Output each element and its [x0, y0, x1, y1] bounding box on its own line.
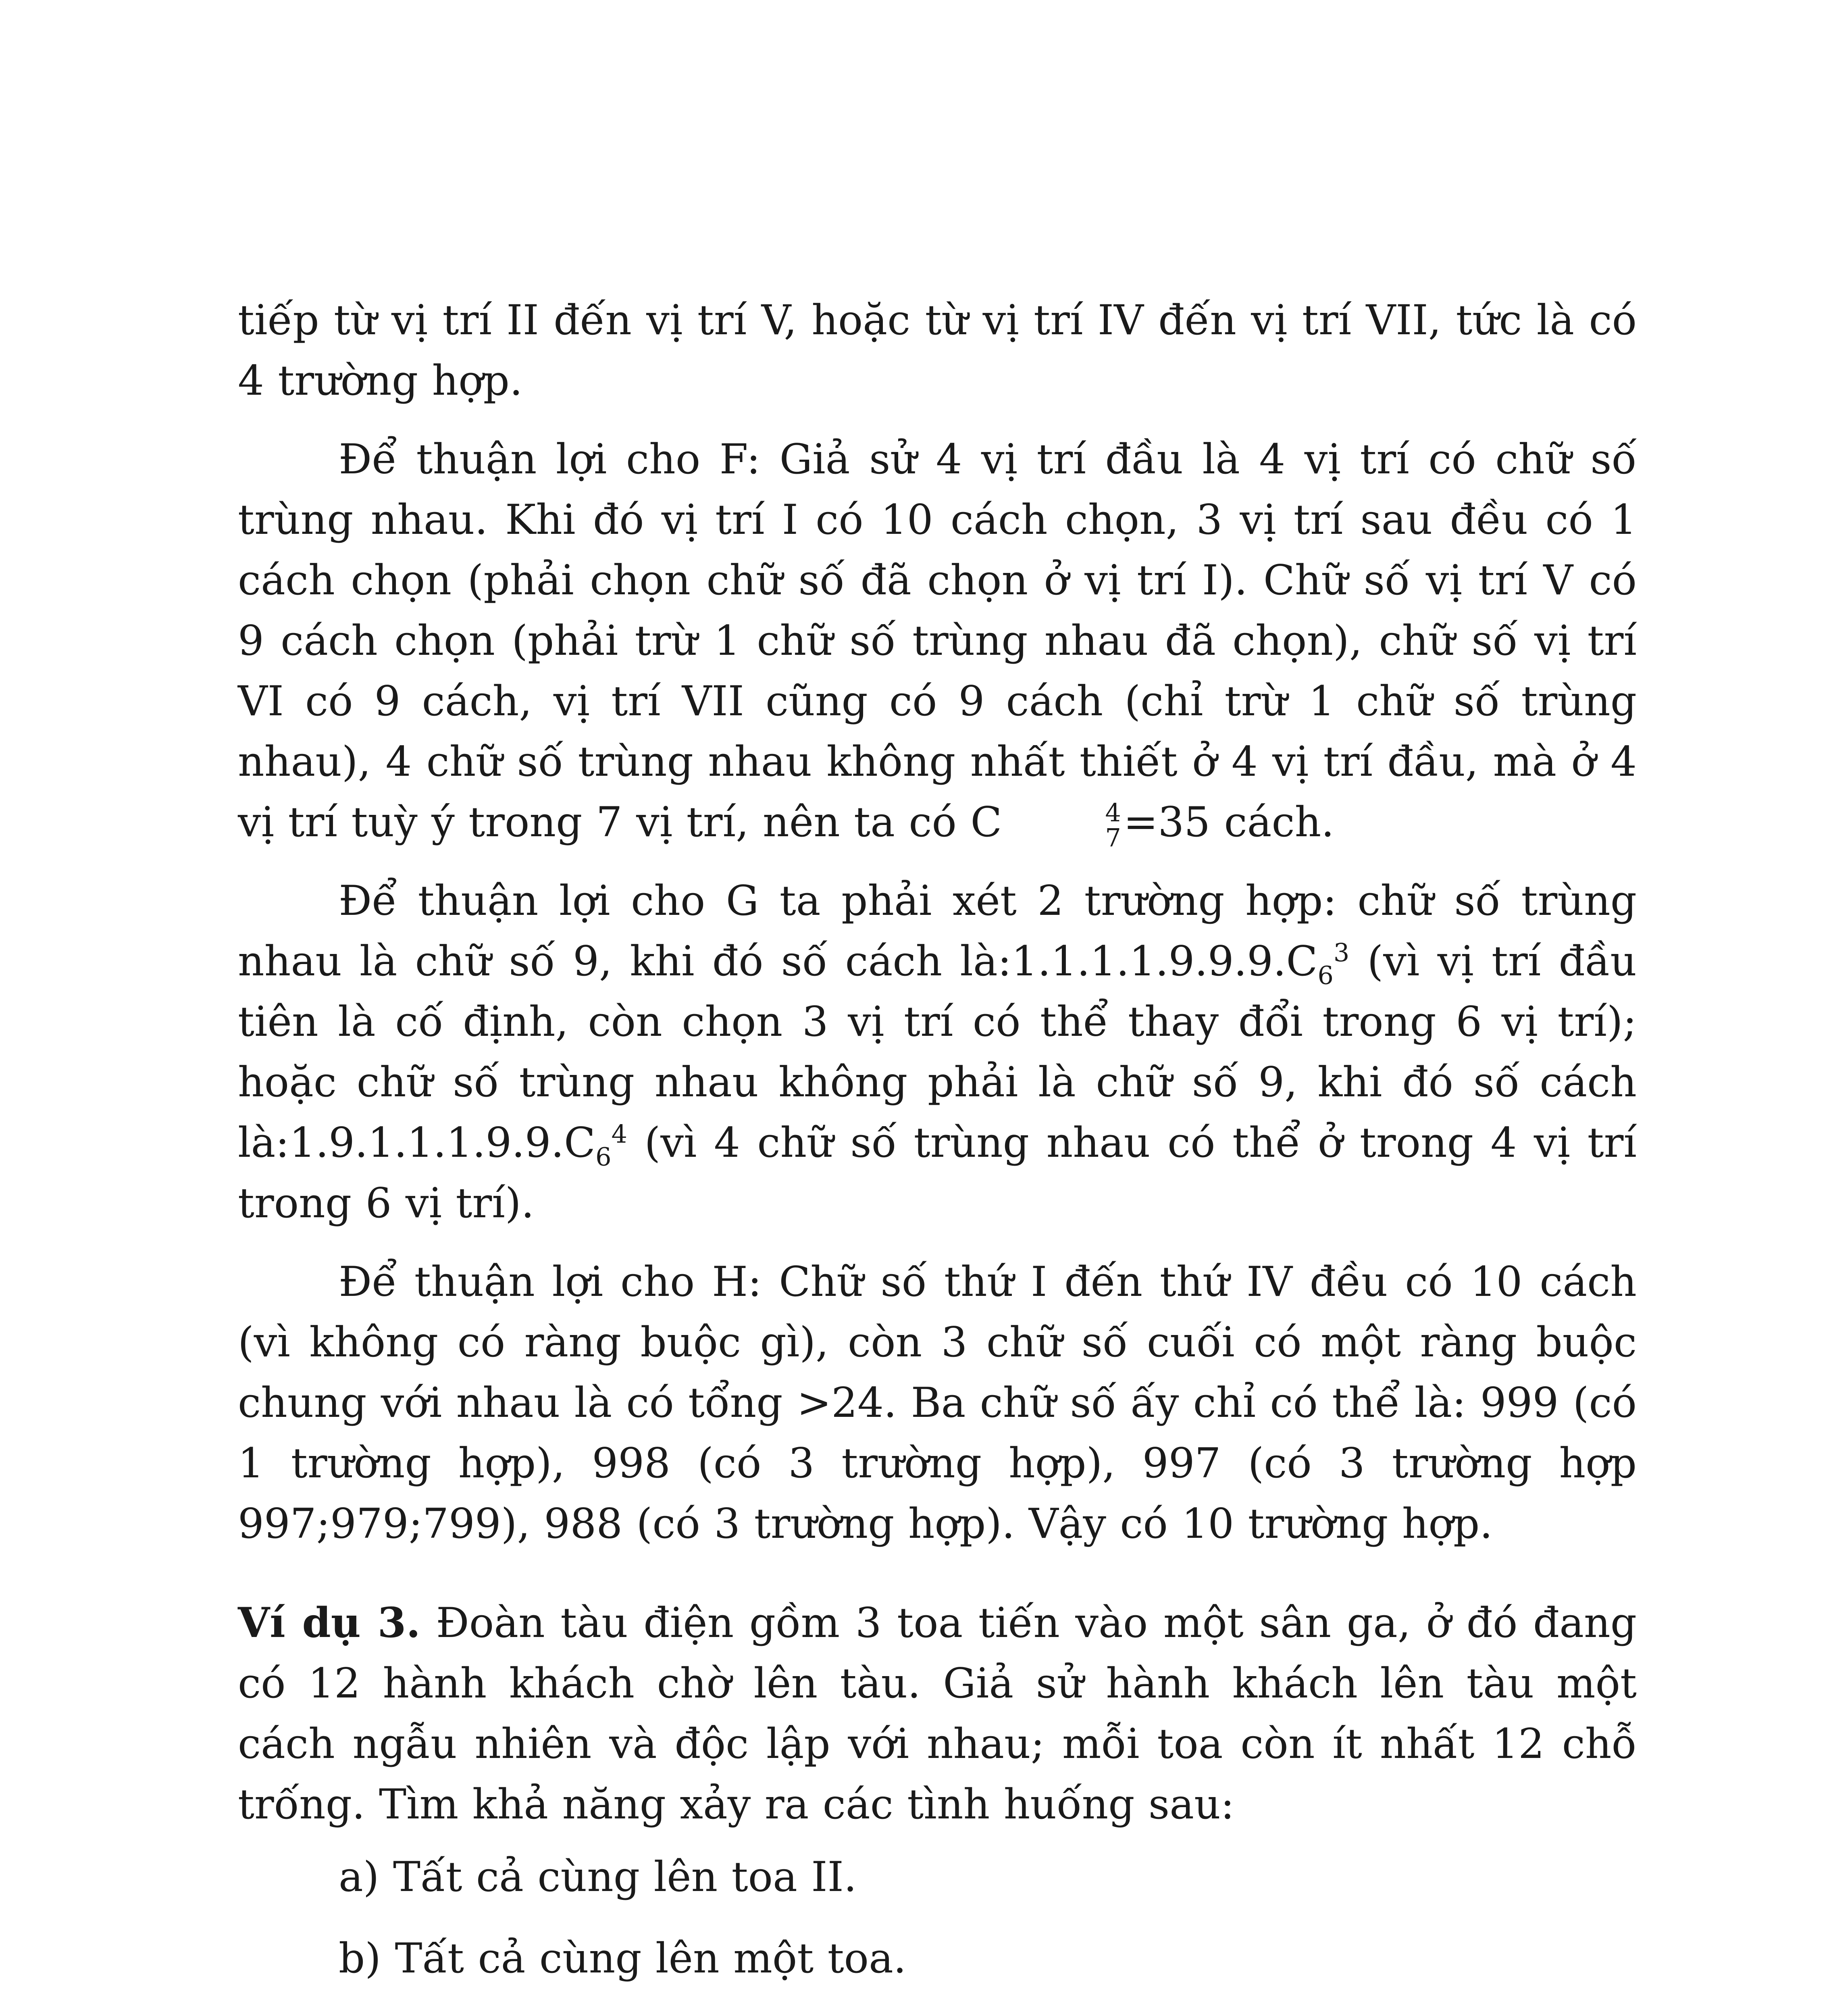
example-3-statement	[238, 1593, 1637, 1835]
paragraph-event-g	[238, 871, 1637, 1234]
paragraph-event-f	[238, 429, 1637, 853]
superscript-3: 3	[1333, 938, 1350, 967]
binomial-top: 4	[1105, 798, 1121, 828]
paragraph-event-h: Để thuận lợi cho H: Chữ số thứ I đến thứ IV đều có 10 cách (vì không có ràng buộc gì), còn 3 chữ số cuối có một ràng buộc chung với nhau là có tổng >24. Ba chữ số ấy chỉ có thể là: 999 (có 1 trường hợp), 998 (có 3 trường hợp), 997 (có 3 trường hợp 997;979;799), 988 (có 3 trường hợp). Vậy có 10 trường hợp.	[238, 1258, 1637, 1548]
example-item-c	[238, 2010, 1637, 2016]
binomial-c-7-4	[1004, 798, 1121, 853]
superscript-4: 4	[611, 1119, 627, 1149]
subscript-6-first: 6	[1317, 960, 1334, 990]
paragraph-event-g-part-a: Để thuận lợi cho G ta phải xét 2 trường hợp: chữ số trùng nhau là chữ số 9, khi đó số cách là:1.1.1.1.9.9.9.C	[238, 877, 1637, 985]
example-item-b: b) Tất cả cùng lên một toa.	[339, 1935, 907, 1983]
paragraph-event-f-end: =35 cách.	[1123, 798, 1334, 846]
page-body	[238, 290, 1637, 2016]
paragraph-continuation: tiếp từ vị trí II đến vị trí V, hoặc từ vị trí IV đến vị trí VII, tức là có 4 trường hợp.	[238, 296, 1637, 405]
paragraph-event-g-part-b: (vì vị trí đầu tiên là cố định, còn chọn 3 vị trí có thể thay đổi trong 6 vị trí); hoặc chữ số trùng nhau không phải là chữ số 9, khi đó số cách là:1.9.1.1.1.9.9.C	[238, 937, 1637, 1167]
example-item-a: a) Tất cả cùng lên toa II.	[339, 1853, 857, 1901]
example-3-items	[238, 1847, 1637, 2016]
binomial-bottom: 7	[1105, 823, 1121, 853]
example-3-title: Ví dụ 3.	[238, 1599, 421, 1647]
subscript-6-second: 6	[595, 1142, 612, 1172]
example-3-text: Đoàn tàu điện gồm 3 toa tiến vào một sân ga, ở đó đang có 12 hành khách chờ lên tàu. Giả sử hành khách lên tàu một cách ngẫu nhiên và độc lập với nhau; mỗi toa còn ít nhất 12 chỗ trống. Tìm khả năng xảy ra các tình huống sau:	[238, 1599, 1637, 1829]
paragraph-event-g-part-c: (vì 4 chữ số trùng nhau có thể ở trong 4 vị trí trong 6 vị trí).	[238, 1119, 1637, 1227]
paragraph-event-f-text: Để thuận lợi cho F: Giả sử 4 vị trí đầu là 4 vị trí có chữ số trùng nhau. Khi đó vị trí I có 10 cách chọn, 3 vị trí sau đều có 1 cách chọn (phải chọn chữ số đã chọn ở vị trí I). Chữ số vị trí V có 9 cách chọn (phải trừ 1 chữ số trùng nhau đã chọn), chữ số vị trí VI có 9 cách, vị trí VII cũng có 9 cách (chỉ trừ 1 chữ số trùng nhau), 4 chữ số trùng nhau không nhất thiết ở 4 vị trí đầu, mà ở 4 vị trí tuỳ ý trong 7 vị trí, nên ta có C	[238, 435, 1637, 846]
